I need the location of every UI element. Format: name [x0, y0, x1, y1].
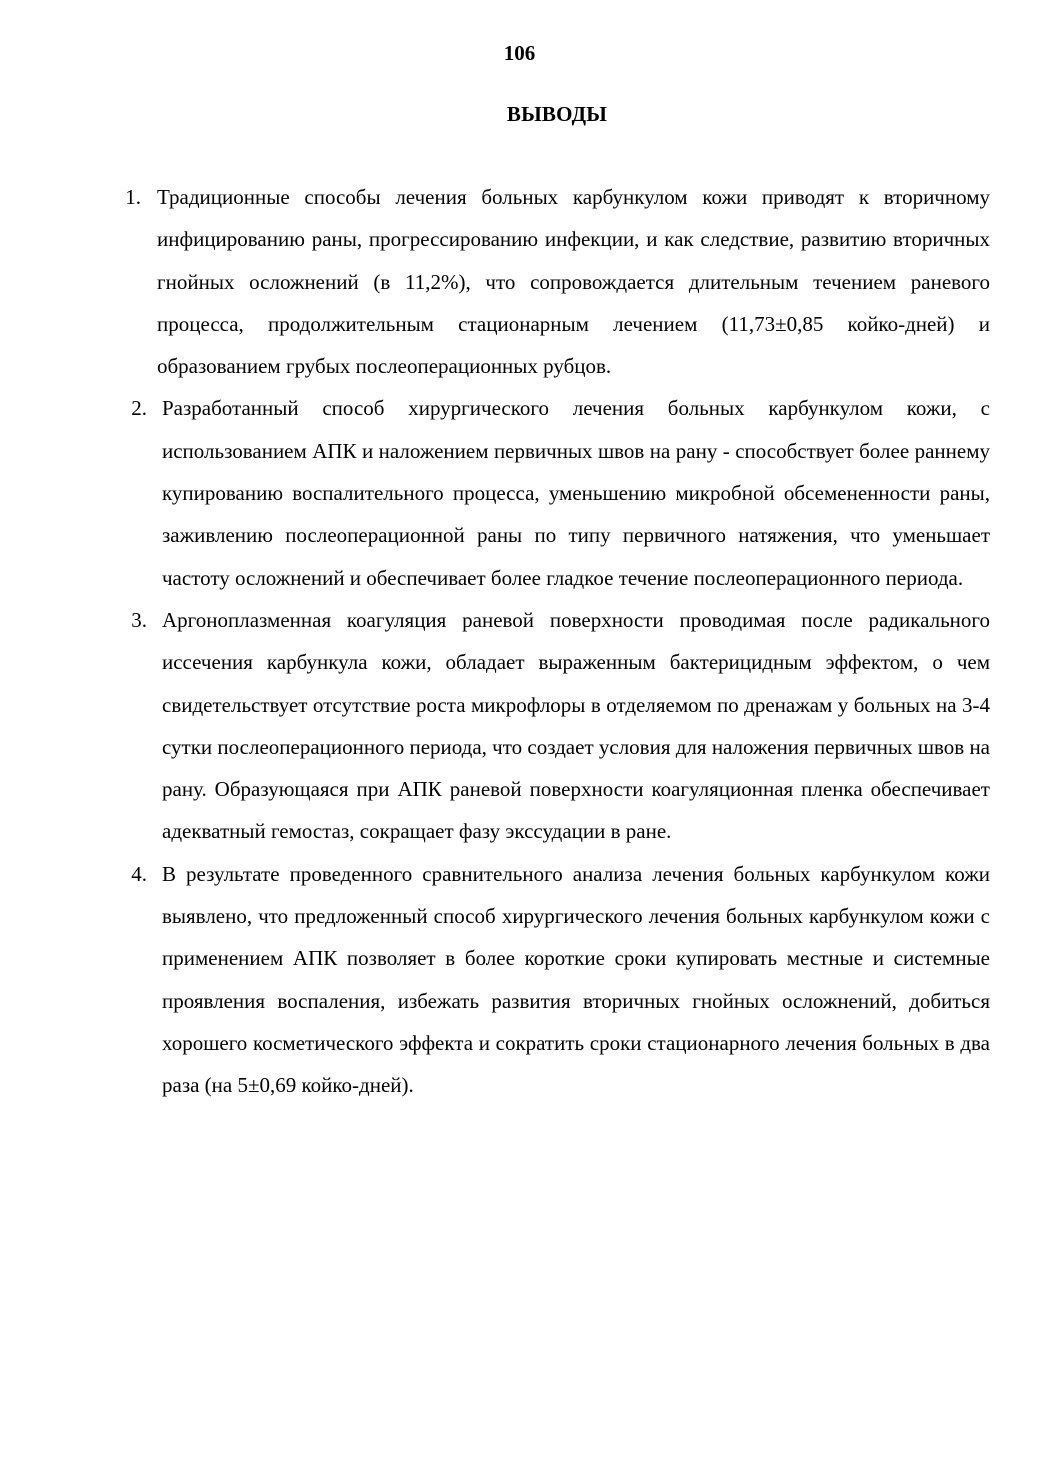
- conclusion-text: Аргоноплазменная коагуляция раневой поверхности проводимая после радикального иссечения карбункула кожи, обладает выраженным бактерицидным эффектом, о чем свидетельствует отсутствие роста микрофлоры в отделяемом по дренажам у больных на 3-4 сутки послеоперационного периода, что создает условия для наложения первичных швов на рану. Образующаяся при АПК раневой поверхности коагуляционная пленка обеспечивает адекватный гемостаз, сокращает фазу экссудации в ране.: [162, 607, 990, 844]
- page-number: 106: [503, 41, 536, 65]
- conclusions-list: [0, 176, 1039, 1107]
- conclusion-item-3: [0, 599, 1039, 853]
- conclusion-text: Традиционные способы лечения больных карбункулом кожи приводят к вторичному инфицированию раны, прогрессированию инфекции, и как следствие, развитию вторичных гнойных осложнений (в 11,2%), что сопровождается длительным течением раневого процесса, продолжительным стационарным лечением (11,73±0,85 койко-дней) и образованием грубых послеоперационных рубцов.: [157, 185, 990, 379]
- conclusion-text: Разработанный способ хирургического лечения больных карбункулом кожи, с использованием АПК и наложением первичных швов на рану - способствует более раннему купированию воспалительного процесса, уменьшению микробной обсемененности раны, заживлению послеоперационной раны по типу первичного натяжения, что уменьшает частоту осложнений и обеспечивает более гладкое течение послеоперационного периода.: [162, 396, 990, 590]
- conclusion-number: 3.: [131, 607, 147, 632]
- conclusion-item-4: [0, 853, 1039, 1107]
- conclusion-item-2: [0, 387, 1039, 598]
- conclusion-text: В результате проведенного сравнительного анализа лечения больных карбункулом кожи выявлено, что предложенный способ хирургического лечения больных карбункулом кожи с применением АПК позволяет в более короткие сроки купировать местные и системные проявления воспаления, избежать развития вторичных гнойных осложнений, добиться хорошего косметического эффекта и сократить сроки стационарного лечения больных в два раза (на 5±0,69 койко-дней).: [162, 861, 990, 1098]
- page-title: ВЫВОДЫ: [506, 102, 608, 126]
- conclusion-number: 2.: [131, 396, 147, 421]
- conclusion-number: 4.: [131, 861, 147, 886]
- conclusion-item-1: [0, 176, 1039, 387]
- conclusion-number: 1.: [125, 185, 141, 209]
